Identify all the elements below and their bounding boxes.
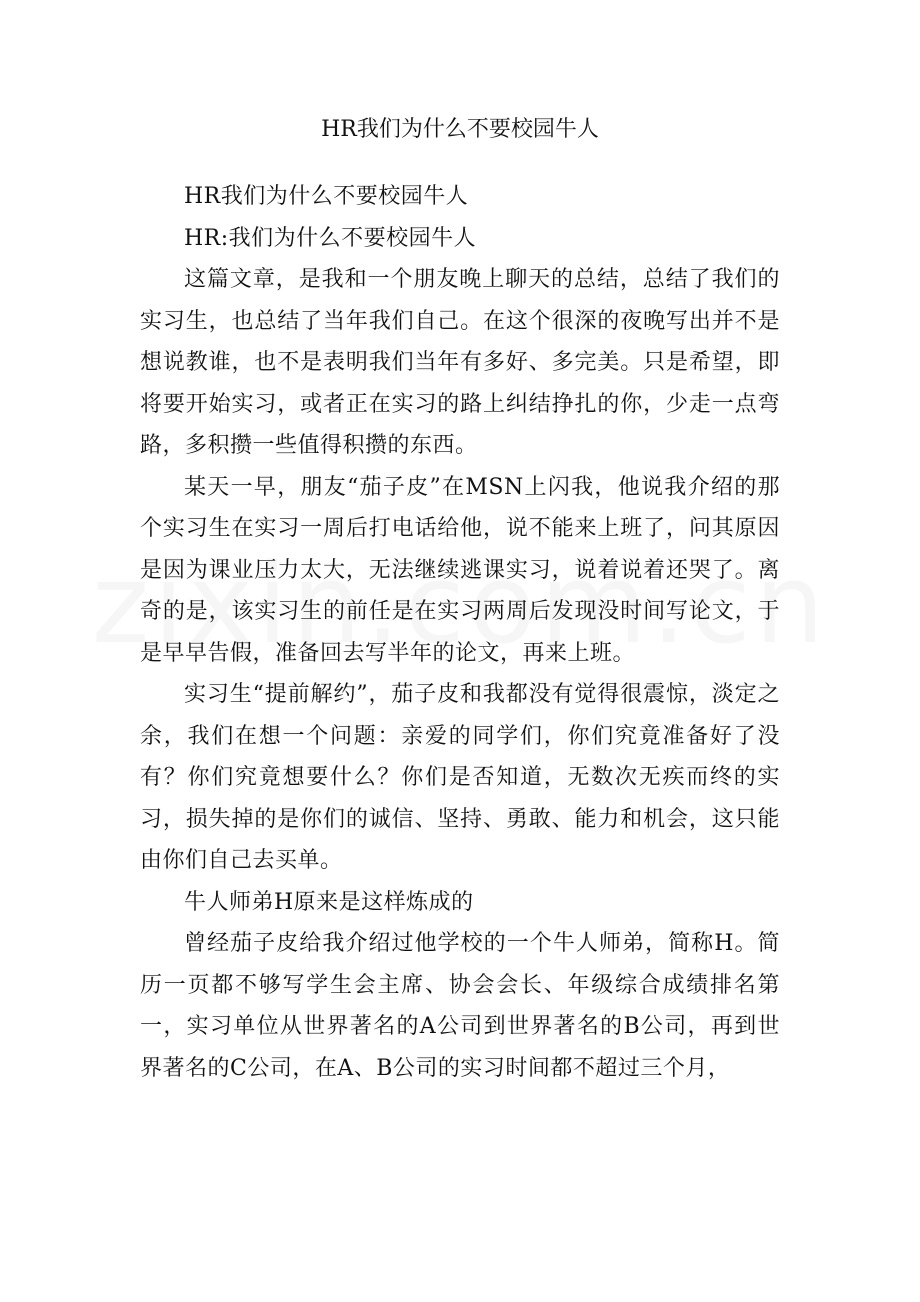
document-title: HR我们为什么不要校园牛人 [321,117,599,142]
paragraph: HR我们为什么不要校园牛人 [184,184,469,209]
paragraph: 某天一早，朋友“茄子皮”在MSN上闪我，他说我介绍的那个实习生在实习一周后打电话给他，说不能来上班了，问其原因是因为课业压力太大，无法继续逃课实习，说着说着还哭了。离奇的是，该实习生的前任是在实习两周后发现没时间写论文，于是早早告假，准备回去写半年的论文，再来上班。 [140,474,780,666]
paragraph: 这篇文章，是我和一个朋友晚上聊天的总结，总结了我们的实习生，也总结了当年我们自己。在这个很深的夜晚写出并不是想说教谁，也不是表明我们当年有多好、多完美。只是希望，即将要开始实习，或者正在实习的路上纠结挣扎的你，少走一点弯路，多积攒一些值得积攒的东西。 [140,267,780,458]
document-body [140,176,780,1089]
section-heading: 牛人师弟H原来是这样炼成的 [184,889,474,915]
paragraph: 实习生“提前解约”，茄子皮和我都没有觉得很震惊，淡定之余，我们在想一个问题：亲爱的同学们，你们究竟准备好了没有？你们究竟想要什么？你们是否知道，无数次无疾而终的实习，损失掉的是你们的诚信、坚持、勇敢、能力和机会，这只能由你们自己去买单。 [140,682,780,873]
paragraph: HR:我们为什么不要校园牛人 [184,225,477,251]
paragraph: 曾经茄子皮给我介绍过他学校的一个牛人师弟，简称H。简历一页都不够写学生会主席、协会会长、年级综合成绩排名第一，实习单位从世界著名的A公司到世界著名的B公司，再到世界著名的C公司，在A、B公司的实习时间都不超过三个月， [140,931,780,1081]
